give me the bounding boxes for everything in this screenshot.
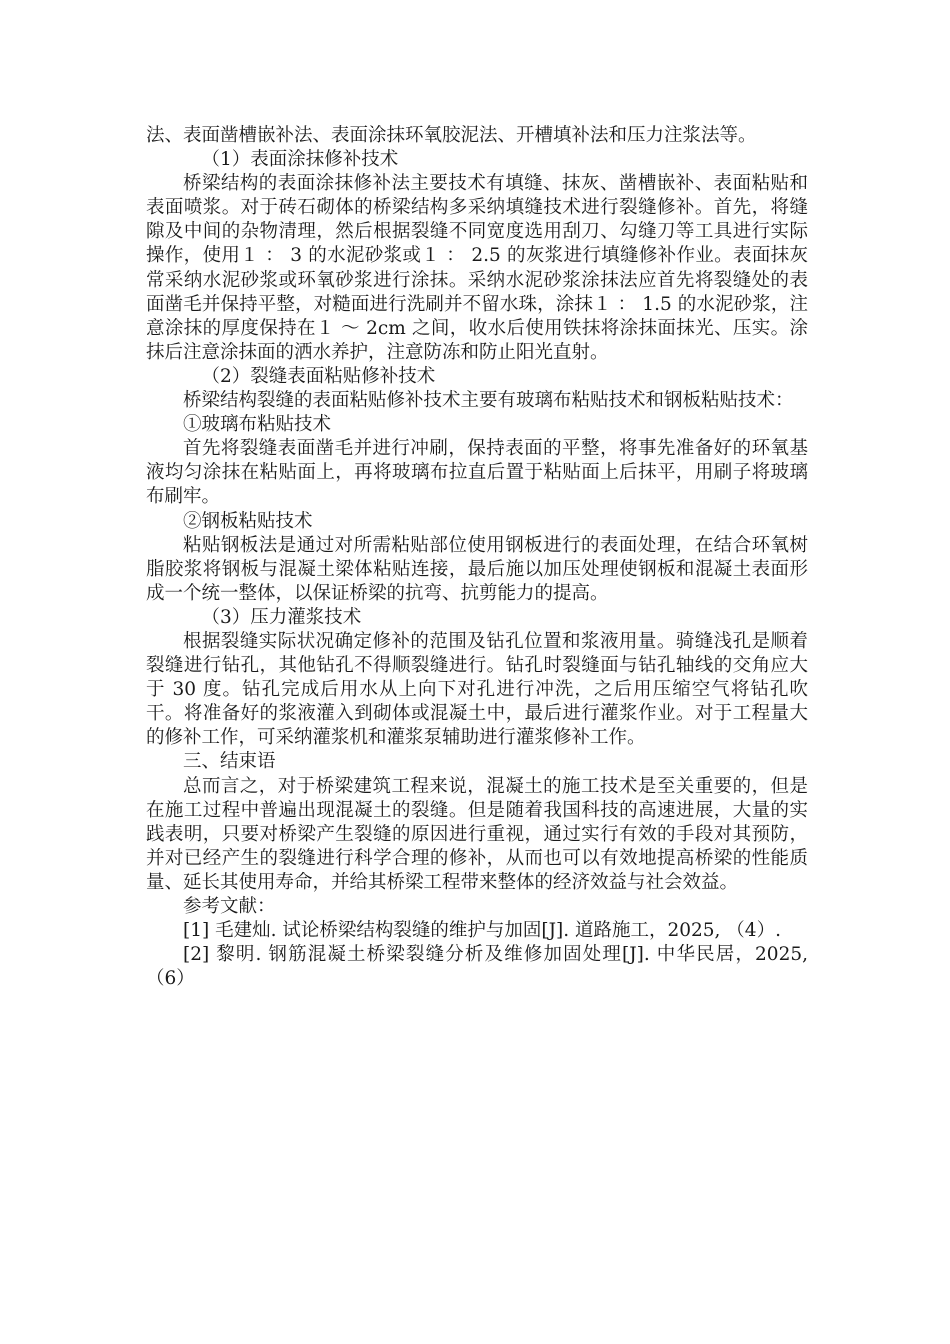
heading-pressure-grouting: （3）压力灌浆技术 <box>201 606 362 628</box>
reference-item-1: [1] 毛建灿. 试论桥梁结构裂缝的维护与加固[J]. 道路施工，2025, （4）. <box>183 920 781 942</box>
paragraph-conclusion: 总而言之，对于桥梁建筑工程来说，混凝土的施工技术是至关重要的，但是在施工过程中普遍出现混凝土的裂缝。但是随着我国科技的高速进展，大量的实践表明，只要对桥梁产生裂缝的原因进行重视，通过实行有效的手段对其预防，并对已经产生的裂缝进行科学合理的修补，从而也可以有效地提高桥梁的性能质量、延长其使用寿命，并给其桥梁工程带来整体的经济效益与社会效益。 <box>146 775 808 893</box>
paragraph-surface-bonding: 桥梁结构裂缝的表面粘贴修补技术主要有玻璃布粘贴技术和钢板粘贴技术： <box>183 390 794 412</box>
heading-surface-coating: （1）表面涂抹修补技术 <box>201 149 399 171</box>
paragraph-methods-list: 法、表面凿槽嵌补法、表面涂抹环氧胶泥法、开槽填补法和压力注浆法等。 <box>146 125 757 146</box>
reference-item-2: [2] 黎明. 钢筋混凝土桥梁裂缝分析及维修加固处理[J]. 中华民居，2025, （6） <box>146 944 808 990</box>
heading-surface-bonding: （2）裂缝表面粘贴修补技术 <box>201 365 436 387</box>
heading-references: 参考文献： <box>183 896 276 917</box>
heading-steel-plate: ②钢板粘贴技术 <box>183 510 313 532</box>
paragraph-steel-plate: 粘贴钢板法是通过对所需粘贴部位使用钢板进行的表面处理，在结合环氧树脂胶浆将钢板与混凝土梁体粘贴连接，最后施以加压处理使钢板和混凝土表面形成一个统一整体，以保证桥梁的抗弯、抗剪能力的提高。 <box>146 534 808 604</box>
paragraph-pressure-grouting: 根据裂缝实际状况确定修补的范围及钻孔位置和浆液用量。骑缝浅孔是顺着裂缝进行钻孔，其他钻孔不得顺裂缝进行。钻孔时裂缝面与钻孔轴线的交角应大于 30 度。钻孔完成后用水从上向下对孔进行冲洗，之后用压缩空气将钻孔吹干。将准备好的浆液灌入到砌体或混凝土中，最后进行灌浆作业。对于工程量大的修补工作，可采纳灌浆机和灌浆泵辅助进行灌浆修补工作。 <box>146 630 808 749</box>
paragraph-glass-cloth: 首先将裂缝表面凿毛并进行冲刷，保持表面的平整，将事先准备好的环氧基液均匀涂抹在粘贴面上，再将玻璃布拉直后置于粘贴面上后抹平，用刷子将玻璃布刷牢。 <box>146 438 808 508</box>
heading-glass-cloth: ①玻璃布粘贴技术 <box>183 414 332 436</box>
paragraph-surface-coating: 桥梁结构的表面涂抹修补法主要技术有填缝、抹灰、凿槽嵌补、表面粘贴和表面喷浆。对于砖石砌体的桥梁结构多采纳填缝技术进行裂缝修补。首先，将缝隙及中间的杂物清理，然后根据裂缝不同宽度选用刮刀、勾缝刀等工具进行实际操作，使用１ ： 3 的水泥砂浆或１ ： 2.5 的灰浆进行填缝修补作业。表面抹灰常采纳水泥砂浆或环氧砂浆进行涂抹。采纳水泥砂浆涂抹法应首先将裂缝处的表面凿毛并保持平整，对糙面进行洗刷并不留水珠，涂抹１ ： 1.5 的水泥砂浆，注意涂抹的厚度保持在１ ～ 2cm 之间，收水后使用铁抹将涂抹面抹光、压实。涂抹后注意涂抹面的洒水养护，注意防冻和防止阳光直射。 <box>146 173 808 363</box>
heading-conclusion: 三、结束语 <box>183 751 276 773</box>
document-body <box>146 124 808 991</box>
